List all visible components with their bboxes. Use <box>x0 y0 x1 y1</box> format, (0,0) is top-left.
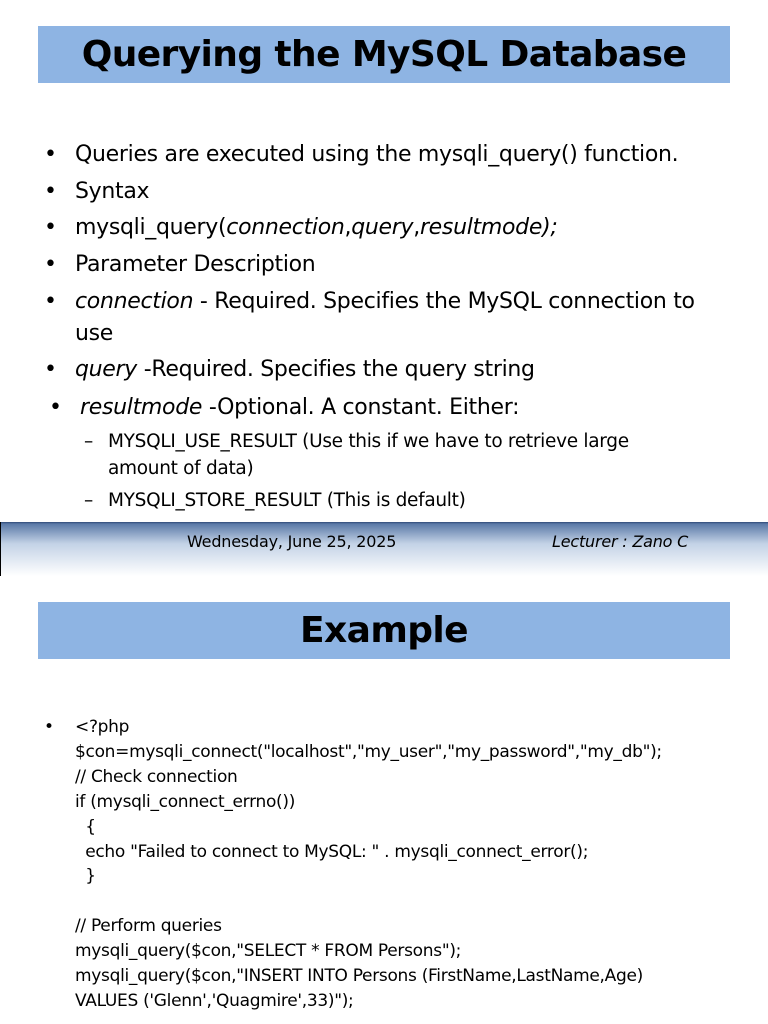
code-line: mysqli_query($con,"INSERT INTO Persons (FirstName,LastName,Age) <box>75 966 643 987</box>
param-term: connection <box>75 289 194 314</box>
param-description: -Required. Specifies the query string <box>137 357 535 382</box>
code-line <box>75 889 745 914</box>
bullet-item <box>75 249 715 281</box>
param-term: query <box>75 357 138 382</box>
sub-bullet-text: MYSQLI_STORE_RESULT (This is default) <box>108 490 466 511</box>
bullet-text: Syntax <box>75 179 150 204</box>
code-line: VALUES ('Glenn','Quagmire',33)"); <box>75 990 354 1011</box>
bullet-item <box>75 176 715 208</box>
code-line: mysqli_query($con,"SELECT * FROM Persons"); <box>75 941 462 962</box>
slide-title-bar <box>38 26 730 83</box>
syntax-suffix: ); <box>542 215 558 240</box>
code-line: $con=mysqli_connect("localhost","my_user","my_password","my_db"); <box>75 741 662 762</box>
code-line: // Perform queries <box>75 916 222 937</box>
param-description: - Required. Specifies the MySQL connection to use <box>75 289 695 346</box>
syntax-param-resultmode: resultmode <box>419 215 543 240</box>
code-block <box>75 715 745 1014</box>
footer-lecturer: Lecturer : Zano C <box>552 532 689 551</box>
syntax-param-query: query <box>351 215 414 240</box>
syntax-comma: , <box>344 215 352 240</box>
syntax-prefix: mysqli_query( <box>75 215 227 240</box>
code-line: • <?php <box>75 717 130 737</box>
sub-bullet-item <box>108 487 708 514</box>
sub-bullet-item <box>108 428 668 482</box>
code-line: { <box>75 816 96 837</box>
code-line: } <box>75 866 96 887</box>
syntax-comma: , <box>413 215 420 240</box>
footer-date: Wednesday, June 25, 2025 <box>187 532 397 551</box>
slide-title: Example <box>300 610 468 651</box>
bullet-item <box>75 212 715 244</box>
bullet-text: Parameter Description <box>75 252 316 277</box>
param-description: -Optional. A constant. Either: <box>202 395 520 420</box>
slide-title: Querying the MySQL Database <box>81 34 687 75</box>
slide-title-bar <box>38 602 730 659</box>
bullet-item <box>75 354 715 386</box>
syntax-param-connection: connection <box>226 215 345 240</box>
code-line: if (mysqli_connect_errno()) <box>75 791 296 812</box>
slide-example <box>0 576 768 1024</box>
bullet-item <box>80 392 720 424</box>
code-line: // Check connection <box>75 766 238 787</box>
param-term: resultmode <box>80 395 203 420</box>
bullet-item <box>75 286 715 350</box>
sub-bullet-text: MYSQLI_USE_RESULT (Use this if we have to retrieve large amount of data) <box>108 431 629 479</box>
bullet-text: Queries are executed using the mysqli_query() function. <box>75 142 679 167</box>
code-line: echo "Failed to connect to MySQL: " . mysqli_connect_error(); <box>75 841 589 862</box>
slide-footer <box>0 522 768 576</box>
bullet-item <box>75 139 715 171</box>
